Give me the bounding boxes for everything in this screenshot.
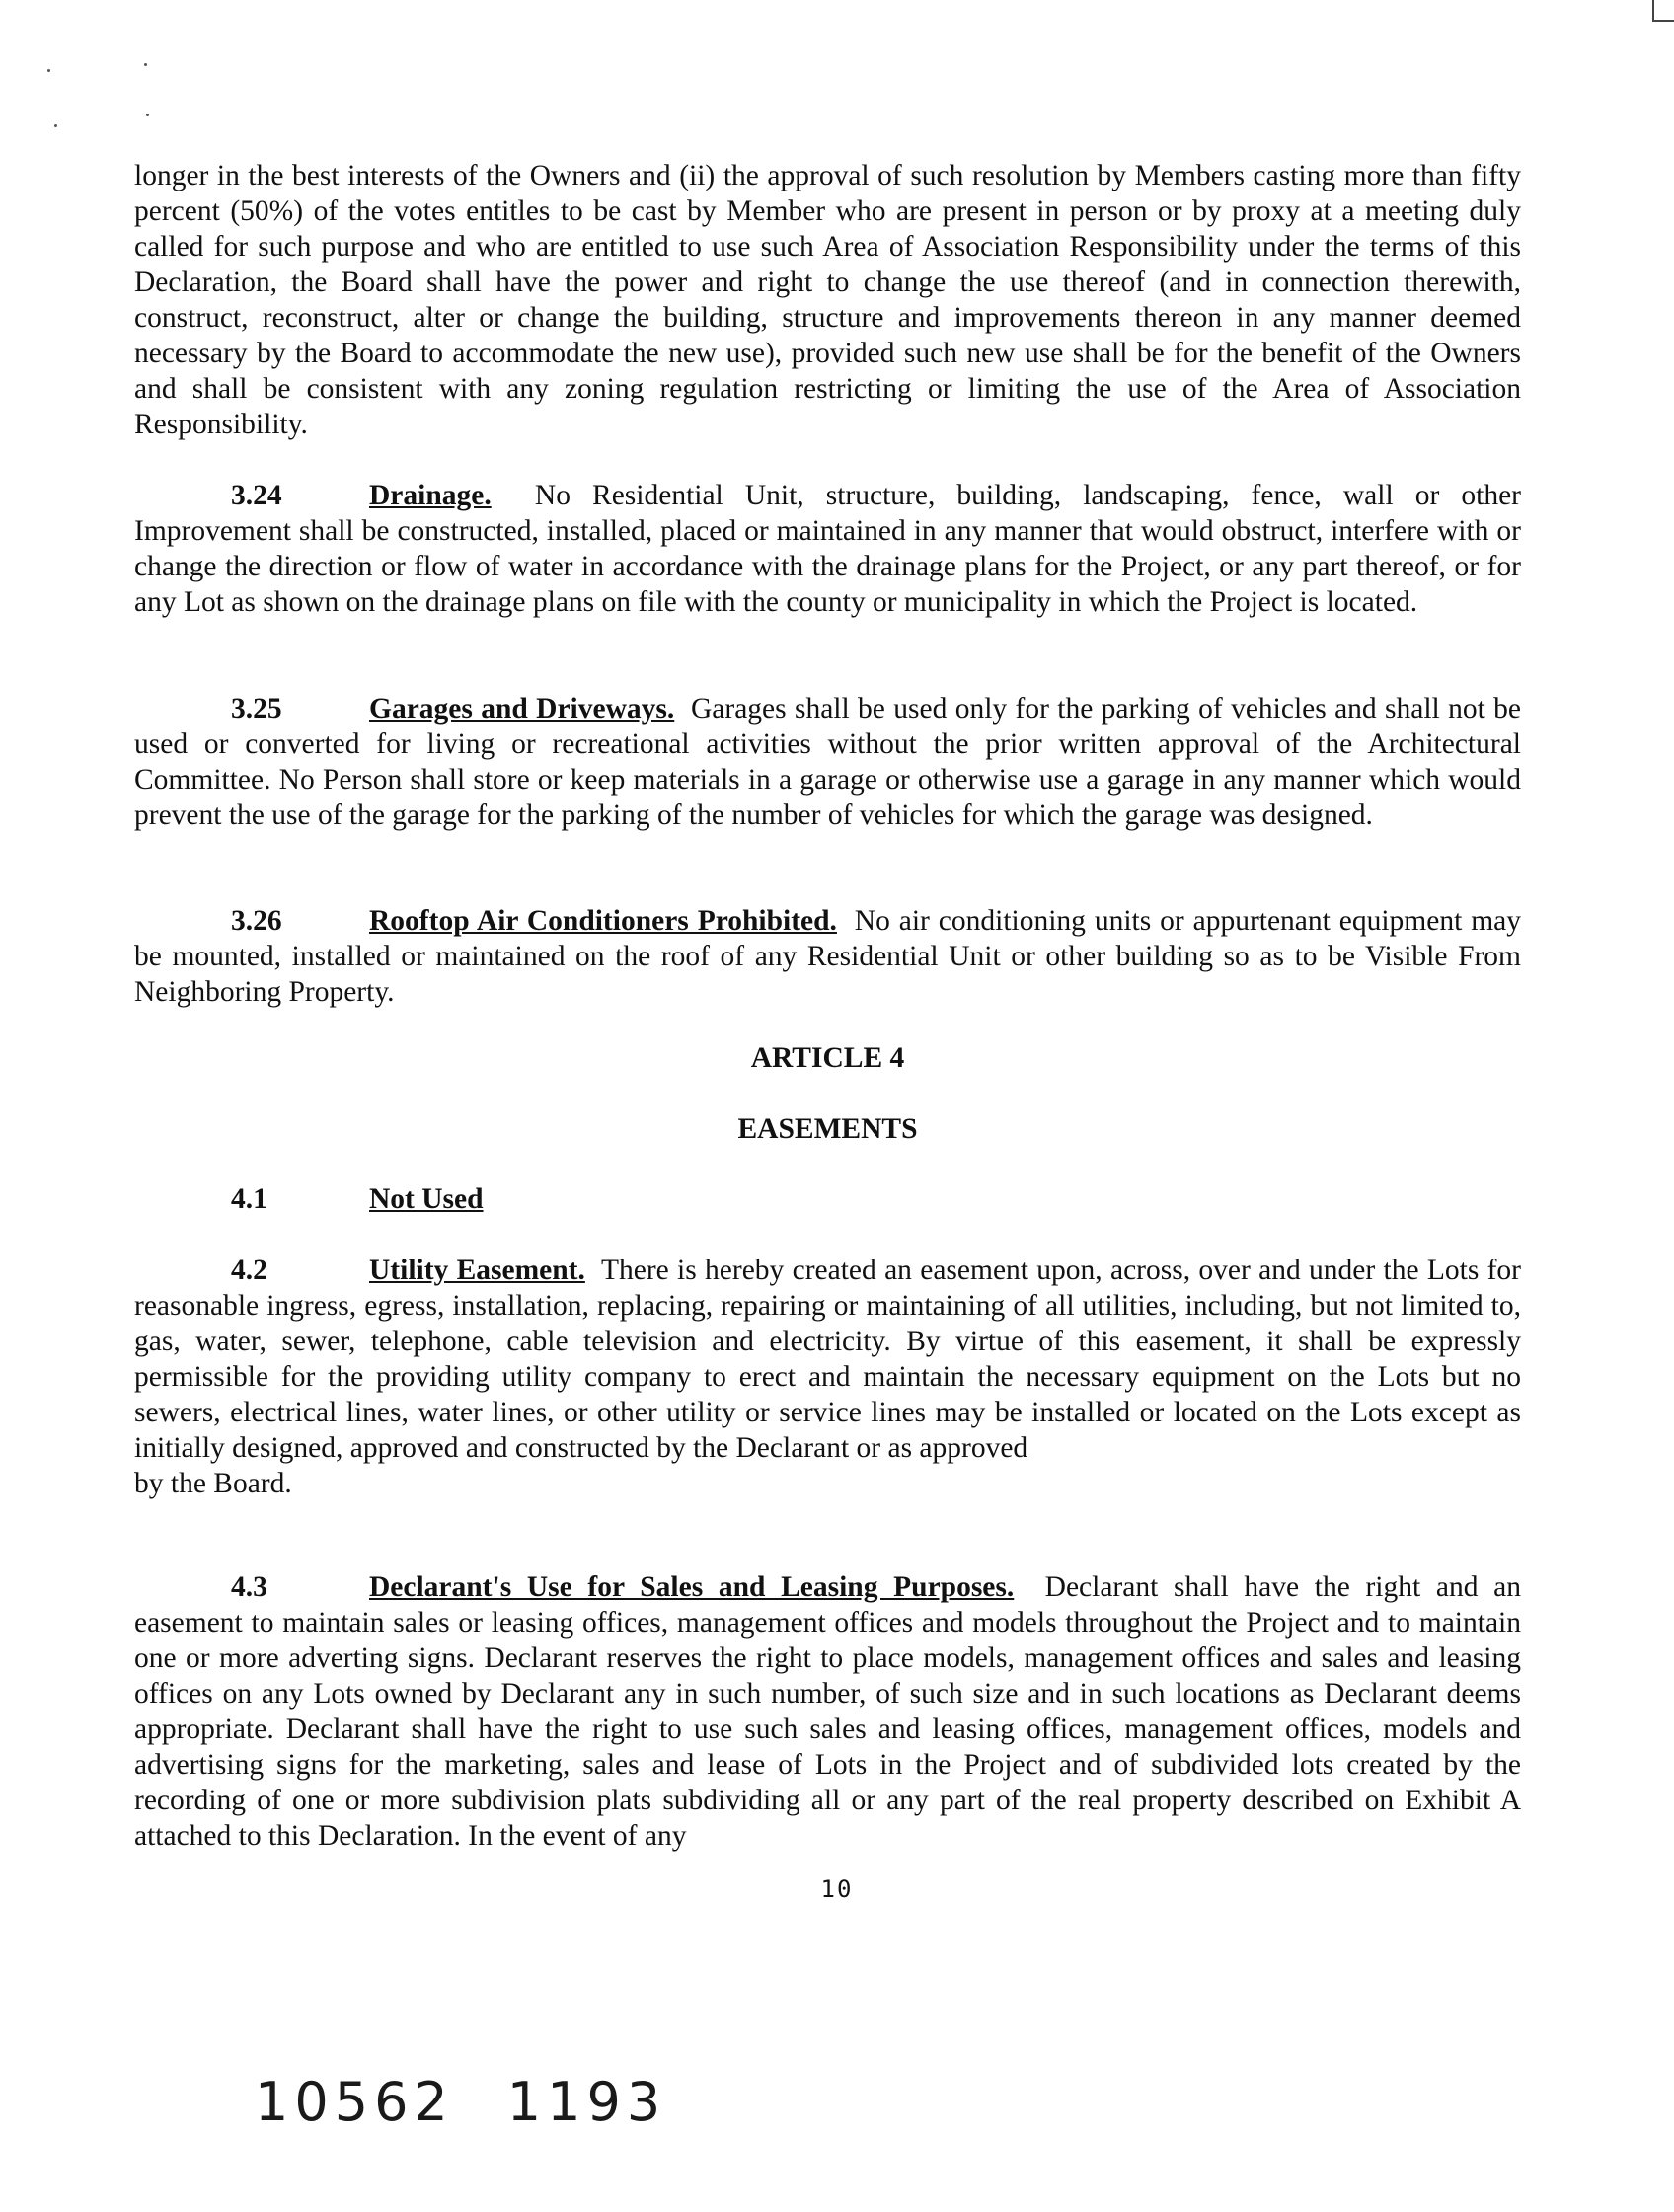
- section-heading: Utility Easement.: [369, 1255, 585, 1286]
- section-body-tail: by the Board.: [134, 1468, 292, 1499]
- section-heading: Garages and Driveways.: [369, 693, 675, 725]
- section-number: 3.26: [231, 905, 282, 937]
- section-heading: Declarant's Use for Sales and Leasing Purposes.: [369, 1571, 1015, 1603]
- section-body: No air conditioning units or appurtenant equipment may be mounted, installed or maintained on the roof of any Residential Unit or other building so as to be Visible From Neighboring Property.: [134, 905, 1521, 1008]
- page-number: 10: [820, 1875, 854, 1903]
- recording-book-number: 10562: [255, 2071, 454, 2133]
- section-number: 3.24: [231, 480, 282, 511]
- article-subtitle: EASEMENTS: [737, 1113, 918, 1145]
- article-title: ARTICLE 4: [750, 1042, 905, 1074]
- section-4-1: [134, 1182, 1521, 1217]
- section-heading: Drainage.: [369, 480, 492, 511]
- section-number: 4.1: [231, 1183, 267, 1215]
- scan-speck: [54, 124, 57, 127]
- section-number: 3.25: [231, 693, 282, 725]
- scan-speck: [47, 69, 50, 72]
- section-3-26: [134, 903, 1521, 1010]
- section-4-2: [134, 1253, 1521, 1501]
- recording-stamp: [255, 2071, 666, 2133]
- scan-speck: [146, 114, 149, 116]
- section-number: 4.2: [231, 1255, 267, 1286]
- section-3-24: [134, 478, 1521, 620]
- section-heading: Not Used: [369, 1183, 484, 1215]
- section-body: No Residential Unit, structure, building, landscaping, fence, wall or other Improvement shall be constructed, installed, placed or maintained in any manner that would obstruct, interfere with or change the direction or flow of water in accordance with the drainage plans for the Project, or any part thereof, or for any Lot as shown on the drainage plans on file with the county or municipality in which the Project is located.: [134, 480, 1522, 618]
- section-3-25: [134, 691, 1521, 833]
- section-heading: Rooftop Air Conditioners Prohibited.: [369, 905, 837, 937]
- section-body: There is hereby created an easement upon, across, over and under the Lots for reasonable ingress, egress, installation, replacing, repairing or maintaining of all utilities, including, but not limited to, gas, water, sewer, telephone, cable television and electricity. By virtue of this easement, it shall be expressly permissible for the providing utility company to erect and maintain the necessary equipment on the Lots but no sewers, electrical lines, water lines, or other utility or service lines may be installed or located on the Lots except as initially designed, approved and constructed by the Declarant or as approved: [134, 1255, 1522, 1464]
- section-body: Garages shall be used only for the parking of vehicles and shall not be used or converted for living or recreational activities without the prior written approval of the Architectural Committee. No Person shall store or keep materials in a garage or otherwise use a garage in any manner which would prevent the use of the garage for the parking of the number of vehicles for which the garage was designed.: [134, 693, 1522, 831]
- recording-page-number: 1193: [506, 2071, 667, 2133]
- scan-speck: [144, 63, 147, 66]
- opening-paragraph: longer in the best interests of the Owners and (ii) the approval of such resolution by Members casting more than fifty percent (50%) of the votes entitles to be cast by Member who are present in person or by proxy at a meeting duly called for such purpose and who are entitled to use such Area of Association Responsibility under the terms of this Declaration, the Board shall have the power and right to change the use thereof (and in connection therewith, construct, reconstruct, alter or change the building, structure and improvements thereon in any manner deemed necessary by the Board to accommodate the new use), provided such new use shall be for the benefit of the Owners and shall be consistent with any zoning regulation restricting or limiting the use of the Area of Association Responsibility.: [134, 160, 1521, 440]
- section-4-3: [134, 1569, 1521, 1854]
- section-body: Declarant shall have the right and an easement to maintain sales or leasing offices, management offices and models throughout the Project and to maintain one or more adverting signs. Declarant reserves the right to place models, management offices and sales and leasing offices on any Lots owned by Declarant any in such number, of such size and in such locations as Declarant deems appropriate. Declarant shall have the right to use such sales and leasing offices, management offices, models and advertising signs for the marketing, sales and lease of Lots in the Project and of subdivided lots created by the recording of one or more subdivision plats subdividing all or any part of the real property described on Exhibit A attached to this Declaration. In the event of any: [134, 1571, 1521, 1852]
- scan-corner-mark: [1652, 0, 1674, 22]
- section-number: 4.3: [231, 1571, 267, 1603]
